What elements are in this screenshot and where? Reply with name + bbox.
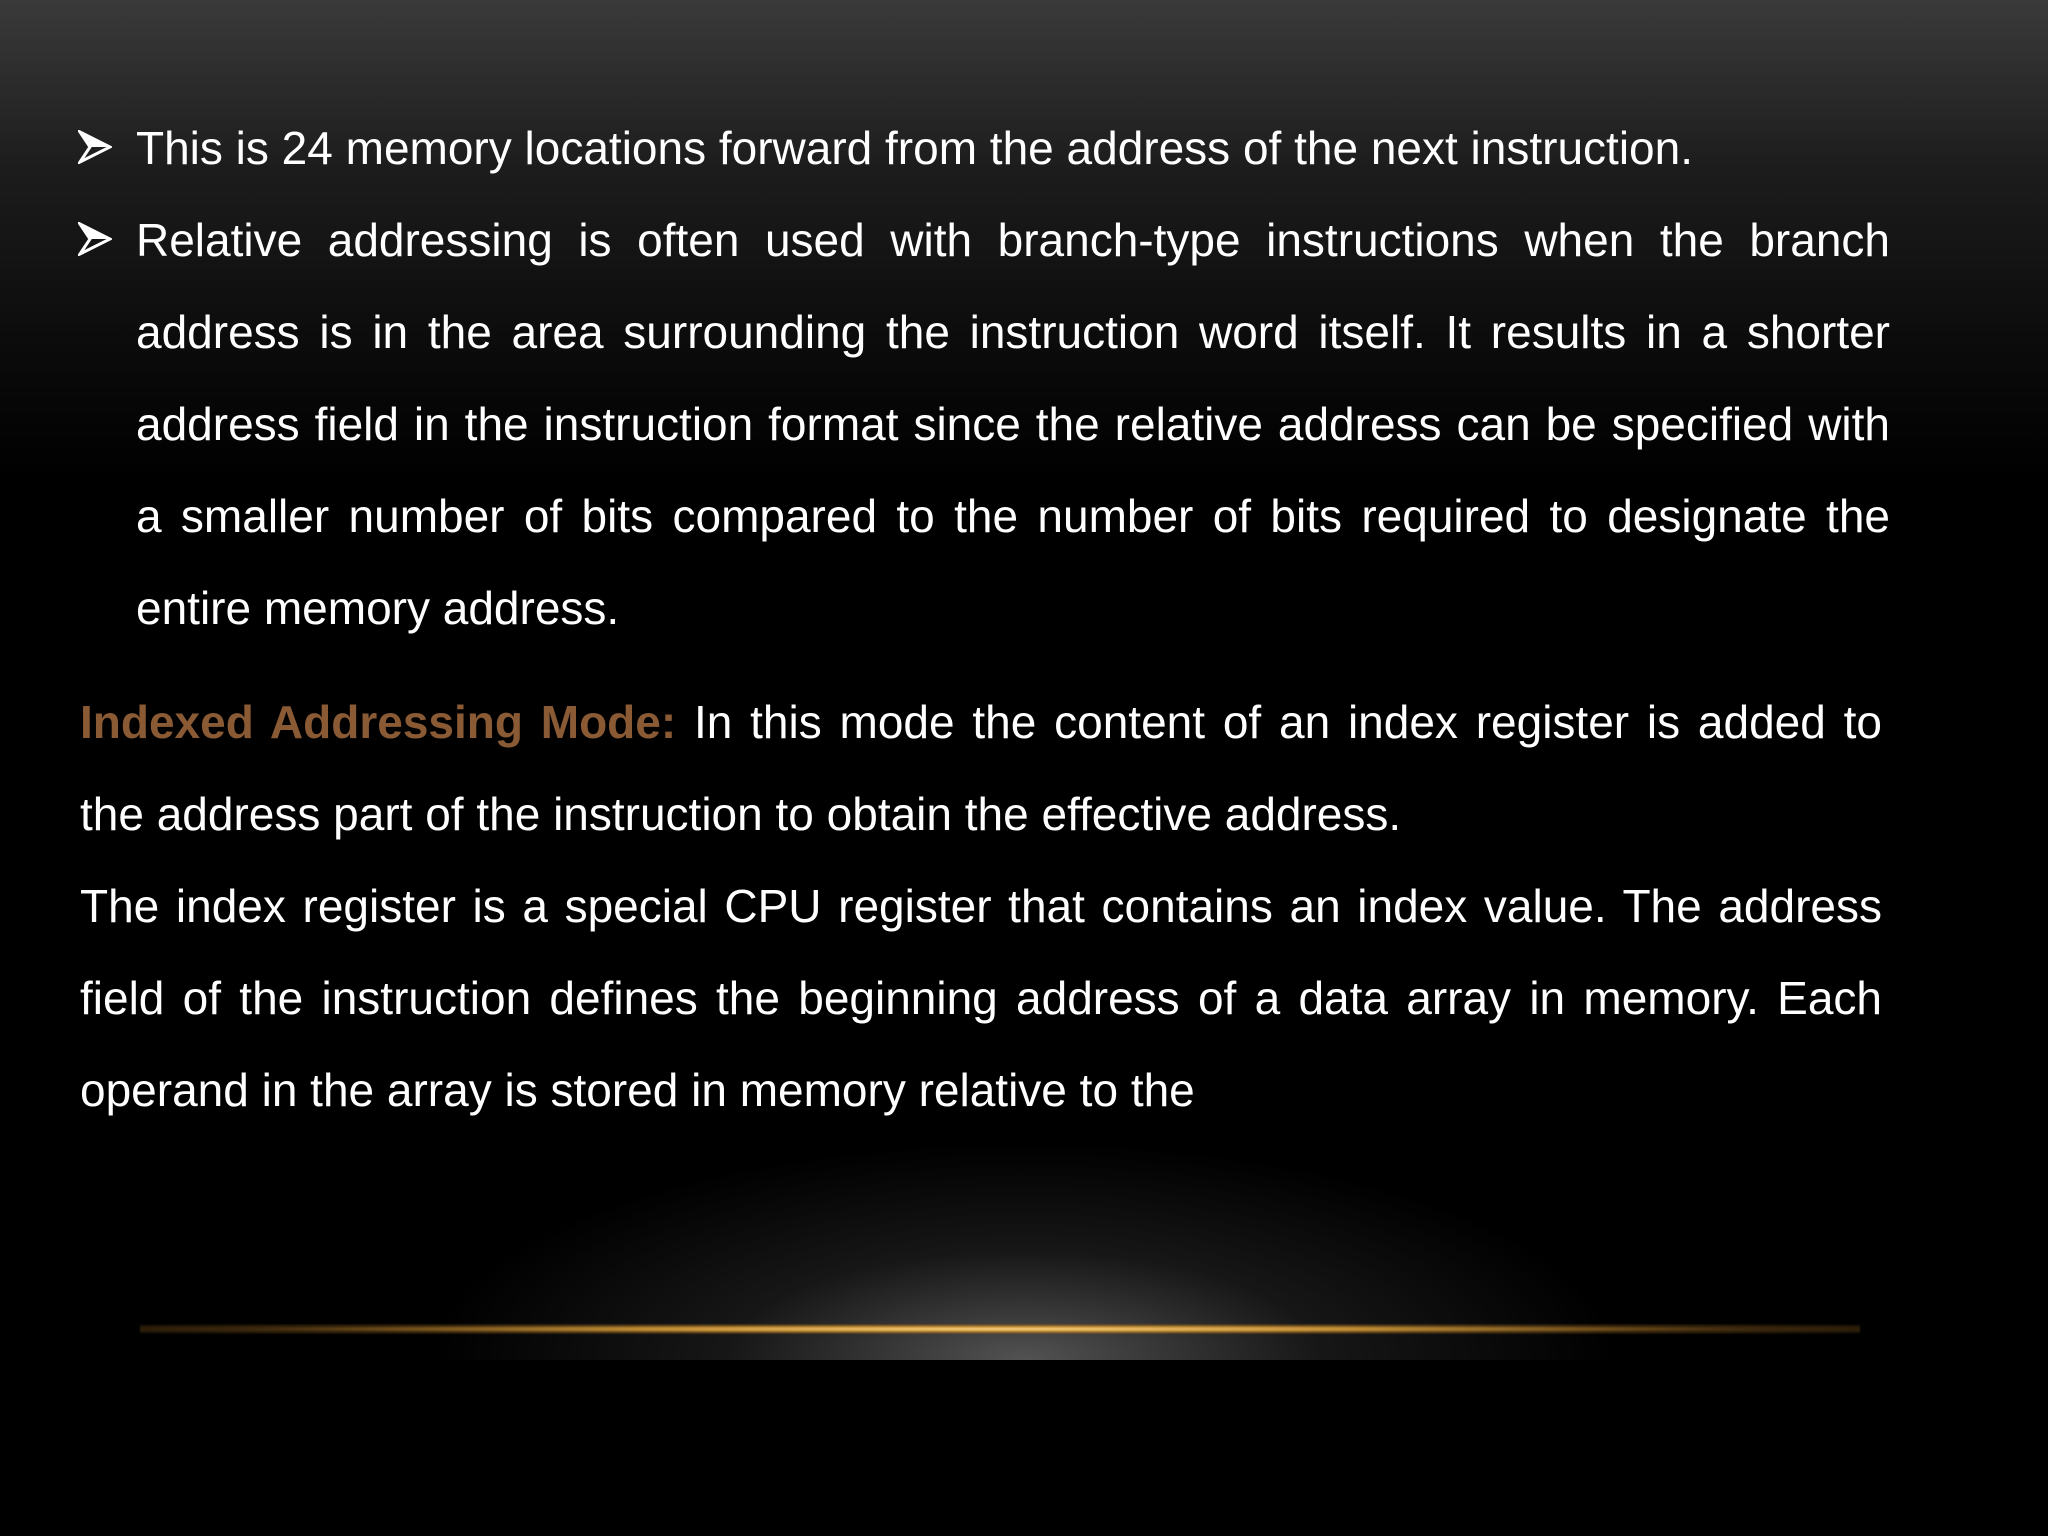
gold-accent-line: [140, 1324, 1860, 1334]
bullet-text: This is 24 memory locations forward from the address of the next instruction.: [136, 122, 1693, 174]
indexed-addressing-section: [80, 676, 1882, 1136]
bullet-text: Relative addressing is often used with branch-type instructions when the branch address is in the area surrounding the instruction word itself. It results in a shorter address field in the instruction format since the relative address can be specified with a smaller number of bits compared to the number of bits required to designate the entire memory address.: [136, 214, 1890, 634]
index-register-paragraph: The index register is a special CPU register that contains an index value. The address field of the instruction defines the beginning address of a data array in memory. Each operand in the array is stored in memory relative to the: [80, 880, 1882, 1116]
bullet-item: [78, 102, 1890, 194]
arrow-bullet-icon: [78, 130, 112, 164]
bullet-item: [78, 194, 1890, 654]
section-heading: Indexed Addressing Mode:: [80, 696, 677, 748]
bullet-list: [78, 102, 1890, 654]
indexed-intro-paragraph: [80, 676, 1882, 860]
intro-text: In this mode the content of an index register is added to the address part of the instruction to obtain the effective address.: [80, 696, 1882, 840]
arrow-bullet-icon: [78, 222, 112, 256]
